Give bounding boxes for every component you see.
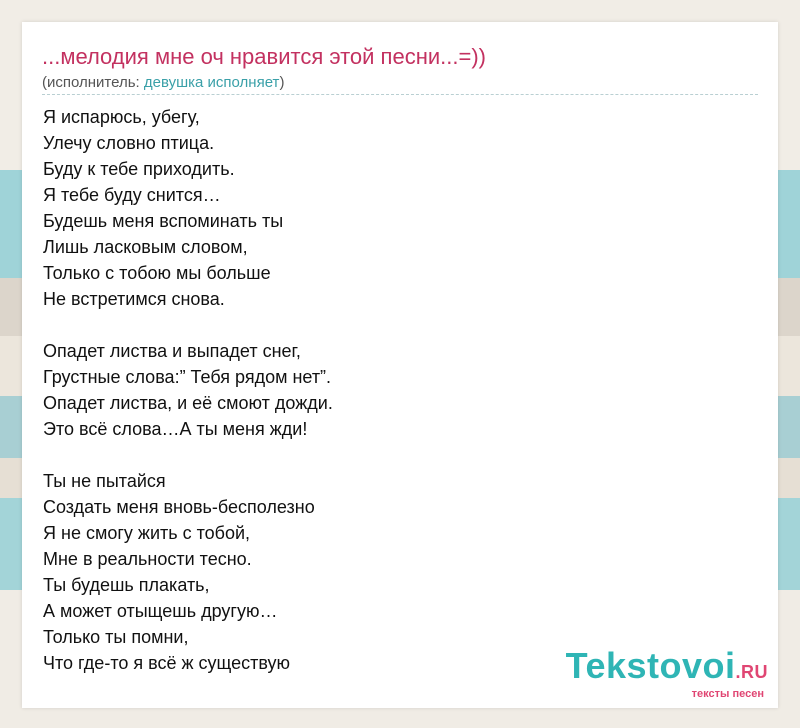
lyric-line: Улечу словно птица.: [43, 133, 215, 153]
lyric-line: Не встретимся снова.: [43, 289, 225, 309]
song-title: ...мелодия мне оч нравится этой песни...=)): [42, 44, 486, 69]
divider: [42, 94, 758, 95]
lyric-line: Я испарюсь, убегу,: [43, 107, 200, 127]
lyric-line: Будешь меня вспоминать ты: [43, 211, 284, 231]
lyric-line: Опадет листва, и её смоют дожди.: [43, 393, 333, 413]
logo-domain: .RU: [735, 662, 768, 682]
lyric-line: Буду к тебе приходить.: [43, 159, 235, 179]
stanza-gap: [43, 442, 333, 468]
lyric-line: Лишь ласковым словом,: [43, 237, 248, 257]
logo-main-text: Tekstovoi: [565, 645, 736, 686]
artist-prefix: (исполнитель:: [42, 74, 144, 91]
lyric-line: Ты не пытайся: [43, 471, 166, 491]
lyrics-card: [22, 22, 778, 708]
lyric-line: А может отыщешь другую…: [43, 601, 278, 621]
logo-wordmark: [565, 645, 768, 690]
stanza-gap: [43, 312, 333, 338]
lyric-line: Я тебе буду снится…: [43, 185, 221, 205]
site-logo[interactable]: [565, 645, 768, 700]
lyrics-text: [43, 104, 333, 676]
lyric-line: Это всё слова…А ты меня жди!: [43, 419, 308, 439]
lyric-line: Я не смогу жить с тобой,: [43, 523, 251, 543]
artist-line: [42, 74, 284, 91]
logo-tagline: тексты песен: [691, 688, 764, 700]
lyric-line: Ты будешь плакать,: [43, 575, 210, 595]
artist-link[interactable]: девушка исполняет: [143, 74, 280, 91]
lyric-line: Только ты помни,: [43, 627, 189, 647]
lyric-line: Мне в реальности тесно.: [43, 549, 252, 569]
lyric-line: Что где-то я всё ж существую: [43, 653, 291, 673]
artist-suffix: ): [279, 74, 285, 91]
lyric-line: Опадет листва и выпадет снег,: [43, 341, 301, 361]
lyric-line: Только с тобою мы больше: [43, 263, 271, 283]
lyric-line: Создать меня вновь-бесполезно: [43, 497, 315, 517]
lyric-line: Грустные слова:” Тебя рядом нет”.: [43, 367, 332, 387]
